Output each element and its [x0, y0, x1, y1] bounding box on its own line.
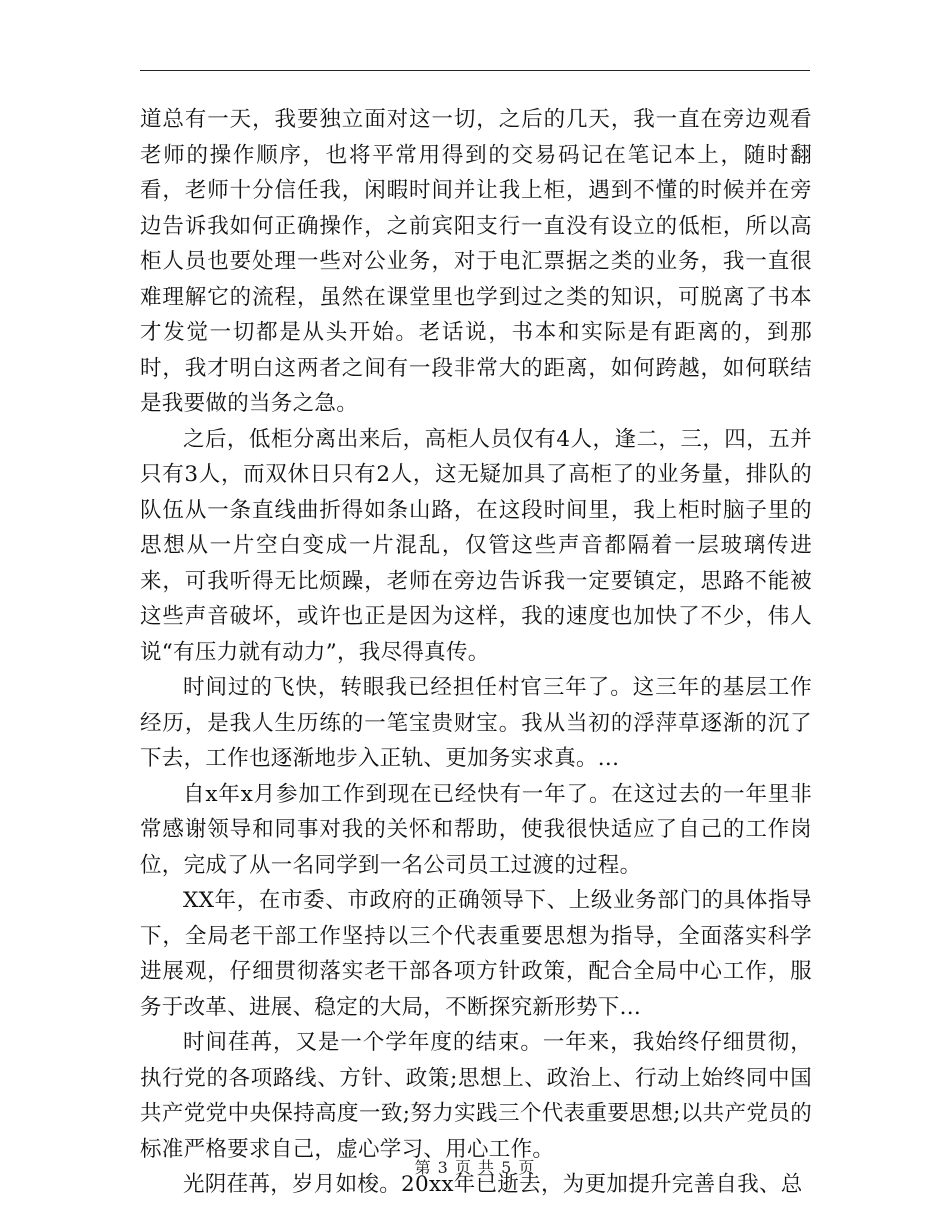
document-body — [140, 102, 812, 1203]
paragraph-4: 自x年x月参加工作到现在已经快有一年了。在这过去的一年里非常感谢领导和同事对我的关怀和帮助，使我很快适应了自己的工作岗位，完成了从一名同学到一名公司员工过渡的过程。 — [140, 781, 812, 878]
paragraph-6: 时间荏苒，又是一个学年度的结束。一年来，我始终仔细贯彻，执行党的各项路线、方针、政策;思想上、政治上、行动上始终同中国共产党党中央保持高度一致;努力实践三个代表重要思想;以共产党员的标准严格要求自己，虚心学习、用心工作。 — [140, 1030, 812, 1162]
paragraph-5: XX年，在市委、市政府的正确领导下、上级业务部门的具体指导下，全局老干部工作坚持以三个代表重要思想为指导，全面落实科学进展观，仔细贯彻落实老干部各项方针政策，配合全局中心工作，服务于改革、进展、稳定的大局，不断探究新形势下... — [140, 888, 812, 1020]
page-number-footer: 第 3 页 共 5 页 — [414, 1158, 536, 1177]
paragraph-3: 时间过的飞快，转眼我已经担任村官三年了。这三年的基层工作经历，是我人生历练的一笔宝贵财宝。我从当初的浮萍草逐渐的沉了下去，工作也逐渐地步入正轨、更加务实求真。... — [140, 675, 812, 771]
header-rule — [140, 70, 810, 71]
paragraph-7: 光阴荏苒，岁月如梭。20xx年已逝去，为更加提升完善自我、总 — [183, 1172, 803, 1197]
paragraph-1: 道总有一天，我要独立面对这一切，之后的几天，我一直在旁边观看老师的操作顺序，也将平常用得到的交易码记在笔记本上，随时翻看，老师十分信任我，闲暇时间并让我上柜，遇到不懂的时候并在旁边告诉我如何正确操作，之前宾阳支行一直没有设立的低柜，所以高柜人员也要处理一些对公业务，对于电汇票据之类的业务，我一直很难理解它的流程，虽然在课堂里也学到过之类的知识，可脱离了书本才发觉一切都是从头开始。老话说，书本和实际是有距离的，到那时，我才明白这两者之间有一段非常大的距离，如何跨越，如何联结是我要做的当务之急。 — [140, 107, 812, 416]
paragraph-2: 之后，低柜分离出来后，高柜人员仅有4人，逢二，三，四，五并只有3人，而双休日只有2人，这无疑加具了高柜了的业务量，排队的队伍从一条直线曲折得如条山路，在这段时间里，我上柜时脑子里的思想从一片空白变成一片混乱，仅管这些声音都隔着一层玻璃传进来，可我听得无比烦躁，老师在旁边告诉我一定要镇定，思路不能被这些声音破坏，或许也正是因为这样，我的速度也加快了不少，伟人说“有压力就有动力”，我尽得真传。 — [140, 426, 812, 665]
